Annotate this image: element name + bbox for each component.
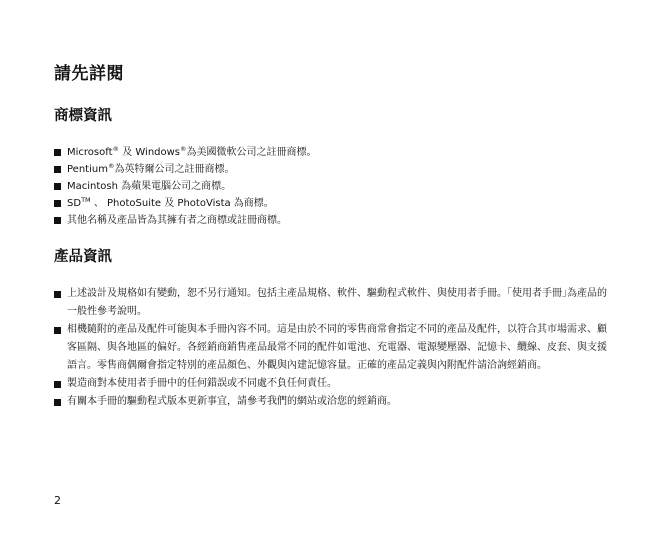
- list-item: Pentium®為英特爾公司之註冊商標。: [54, 161, 614, 178]
- square-bullet-icon: [54, 149, 61, 156]
- page-title: 請先詳閱: [54, 64, 124, 84]
- trademark-heading: 商標資訊: [54, 108, 112, 124]
- square-bullet-icon: [54, 217, 61, 224]
- square-bullet-icon: [54, 291, 61, 298]
- square-bullet-icon: [54, 327, 61, 334]
- product-info-heading: 產品資訊: [54, 249, 112, 265]
- square-bullet-icon: [54, 200, 61, 207]
- page-number: 2: [54, 494, 61, 507]
- list-item: Microsoft® 及 Windows®為美國微軟公司之註冊商標。: [54, 144, 614, 161]
- list-item: 其他名稱及產品皆為其擁有者之商標或註冊商標。: [54, 212, 614, 229]
- square-bullet-icon: [54, 183, 61, 190]
- product-info-list: [54, 285, 614, 411]
- trademark-list: [54, 144, 614, 229]
- list-item: 有關本手冊的驅動程式版本更新事宜，請參考我們的網站或洽您的經銷商。: [54, 393, 614, 411]
- list-item: 製造商對本使用者手冊中的任何錯誤或不同處不負任何責任。: [54, 375, 614, 393]
- list-item: 上述設計及規格如有變動，恕不另行通知。包括主產品規格、軟件、驅動程式軟件、與使用者手冊。｢使用者手冊｣為產品的一般性參考說明。: [54, 285, 614, 321]
- square-bullet-icon: [54, 381, 61, 388]
- list-item: 相機隨附的產品及配件可能與本手冊內容不同。這是由於不同的零售商常會指定不同的產品及配件，以符合其市場需求、顧客區隔、與各地區的偏好。各經銷商銷售產品最常不同的配件如電池、充電器、電源變壓器、記憶卡、纜線、皮套、與支援語言。零售商偶爾會指定特別的產品顏色、外觀與內建記憶容量。正確的產品定義與內附配件請洽詢經銷商。: [54, 321, 614, 375]
- square-bullet-icon: [54, 399, 61, 406]
- square-bullet-icon: [54, 166, 61, 173]
- list-item: SD™ 、 PhotoSuite 及 PhotoVista 為商標。: [54, 195, 614, 212]
- list-item: Macintosh 為蘋果電腦公司之商標。: [54, 178, 614, 195]
